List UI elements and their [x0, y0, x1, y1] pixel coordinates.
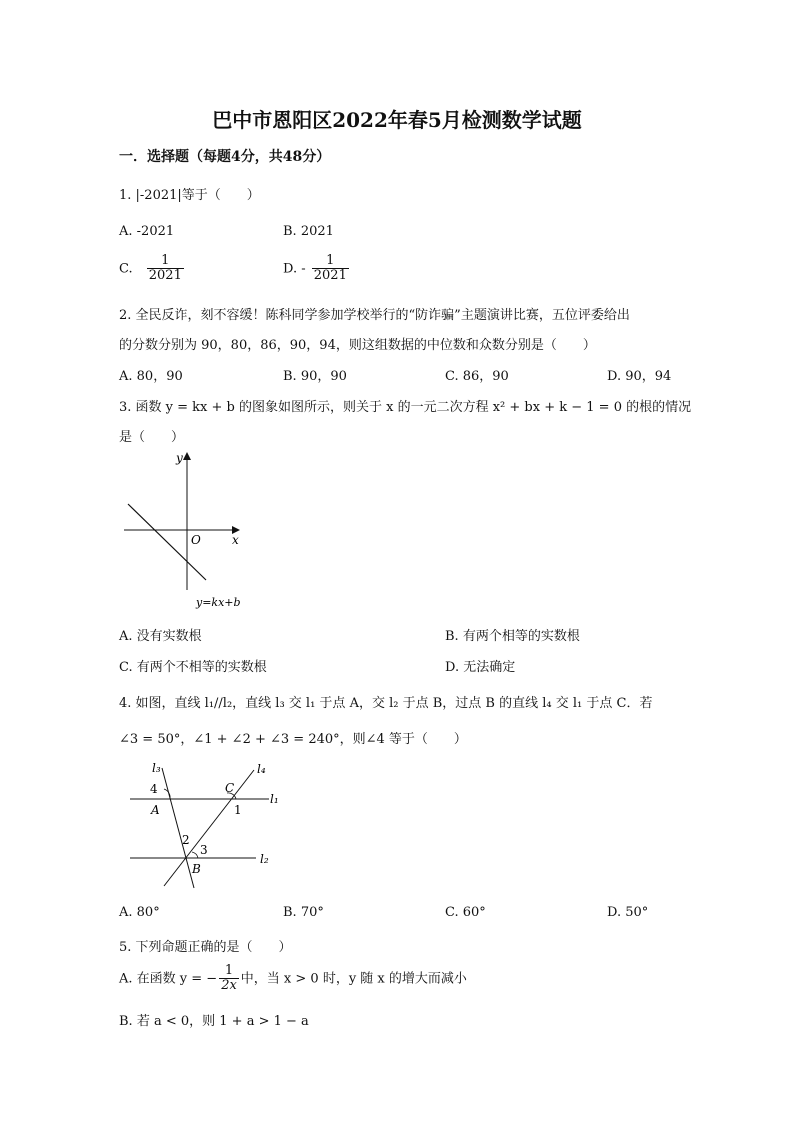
q4-angle4-arc — [164, 789, 170, 799]
section-heading: 一．选择题（每题4分，共48分） — [119, 149, 331, 165]
q4-label-b: B — [192, 862, 201, 876]
q5-option-b: B. 若 a < 0，则 1 + a > 1 − a — [119, 1014, 309, 1029]
q4-label-angle1: 1 — [234, 803, 242, 817]
q5-option-a-suffix: 中，当 x > 0 时，y 随 x 的增大而减小 — [240, 971, 467, 987]
q4-label-angle3: 3 — [200, 843, 208, 857]
q4-label-l4: l₄ — [257, 762, 266, 776]
q4-line-l3 — [162, 768, 194, 888]
q2-stem-line1: 2. 全民反诈，刻不容缓！陈科同学参加学校举行的“防诈骗”主题演讲比赛，五位评委给出 — [119, 308, 630, 323]
q4-option-b: B. 70° — [283, 905, 324, 920]
q3-option-d: D. 无法确定 — [445, 660, 516, 675]
q4-angle3-arc — [192, 852, 198, 858]
q3-option-c: C. 有两个不相等的实数根 — [119, 660, 267, 675]
q4-parallel-lines-figure — [124, 756, 284, 891]
q4-label-angle2: 2 — [182, 833, 190, 847]
q2-option-a: A. 80，90 — [119, 369, 183, 384]
q2-option-d: D. 90，94 — [607, 369, 672, 384]
q2-option-b: B. 90，90 — [283, 369, 347, 384]
q3-graph-caption: y=kx+b — [196, 596, 241, 609]
q3-stem-line1: 3. 函数 y = kx + b 的图象如图所示，则关于 x 的一元二次方程 x² + bx + k − 1 = 0 的根的情况 — [119, 400, 692, 415]
q5-option-a-fraction — [219, 964, 239, 994]
q4-option-a: A. 80° — [119, 905, 160, 920]
q4-label-angle4: 4 — [150, 782, 158, 796]
q1-option-d-denominator: 2021 — [313, 268, 347, 284]
q3-x-label: x — [232, 533, 239, 547]
q1-option-c-denominator: 2021 — [148, 268, 182, 284]
q5-option-a — [119, 964, 467, 994]
q5-stem: 5. 下列命题正确的是（ ） — [119, 940, 292, 955]
q1-option-a: A. -2021 — [119, 224, 175, 239]
q4-stem-line2: ∠3 = 50°，∠1 + ∠2 + ∠3 = 240°，则∠4 等于（ ） — [119, 732, 467, 747]
q1-option-c-fraction — [147, 254, 184, 284]
q1-option-c-numerator: 1 — [161, 253, 170, 268]
q4-label-c: C — [225, 781, 235, 795]
q2-option-c: C. 86，90 — [445, 369, 509, 384]
q3-option-a: A. 没有实数根 — [119, 629, 202, 644]
q4-label-l2: l₂ — [260, 852, 269, 866]
q3-origin-label: O — [191, 533, 201, 547]
q1-option-c — [119, 254, 186, 284]
q1-option-d — [283, 254, 351, 284]
q5-option-a-denominator: 2x — [221, 978, 237, 994]
q5-option-a-numerator: 1 — [224, 963, 234, 978]
q1-option-b: B. 2021 — [283, 224, 334, 239]
q3-y-label: y — [176, 451, 183, 465]
q1-option-c-label: C. — [119, 261, 133, 277]
q5-option-a-prefix: A. 在函数 y = − — [119, 971, 218, 987]
q3-option-b: B. 有两个相等的实数根 — [445, 629, 580, 644]
q1-option-d-fraction — [312, 254, 349, 284]
q4-label-a: A — [151, 803, 160, 817]
page-title: 巴中市恩阳区2022年春5月检测数学试题 — [212, 108, 582, 132]
q4-option-d: D. 50° — [607, 905, 649, 920]
q4-stem-line1: 4. 如图，直线 l₁//l₂，直线 l₃ 交 l₁ 于点 A，交 l₂ 于点 B，过点 B 的直线 l₄ 交 l₁ 于点 C．若 — [119, 696, 653, 711]
q3-stem-line2: 是（ ） — [119, 430, 185, 445]
q1-option-d-label: D. - — [283, 261, 306, 277]
q2-stem-line2: 的分数分别为 90，80，86，90，94，则这组数据的中位数和众数分别是（ ） — [119, 338, 596, 353]
q1-stem: 1. |-2021|等于（ ） — [119, 188, 260, 203]
q4-label-l1: l₁ — [270, 792, 279, 806]
q4-option-c: C. 60° — [445, 905, 486, 920]
q1-option-d-numerator: 1 — [326, 253, 335, 268]
q4-label-l3: l₃ — [152, 761, 161, 775]
q3-linear-function-graph — [118, 448, 258, 616]
